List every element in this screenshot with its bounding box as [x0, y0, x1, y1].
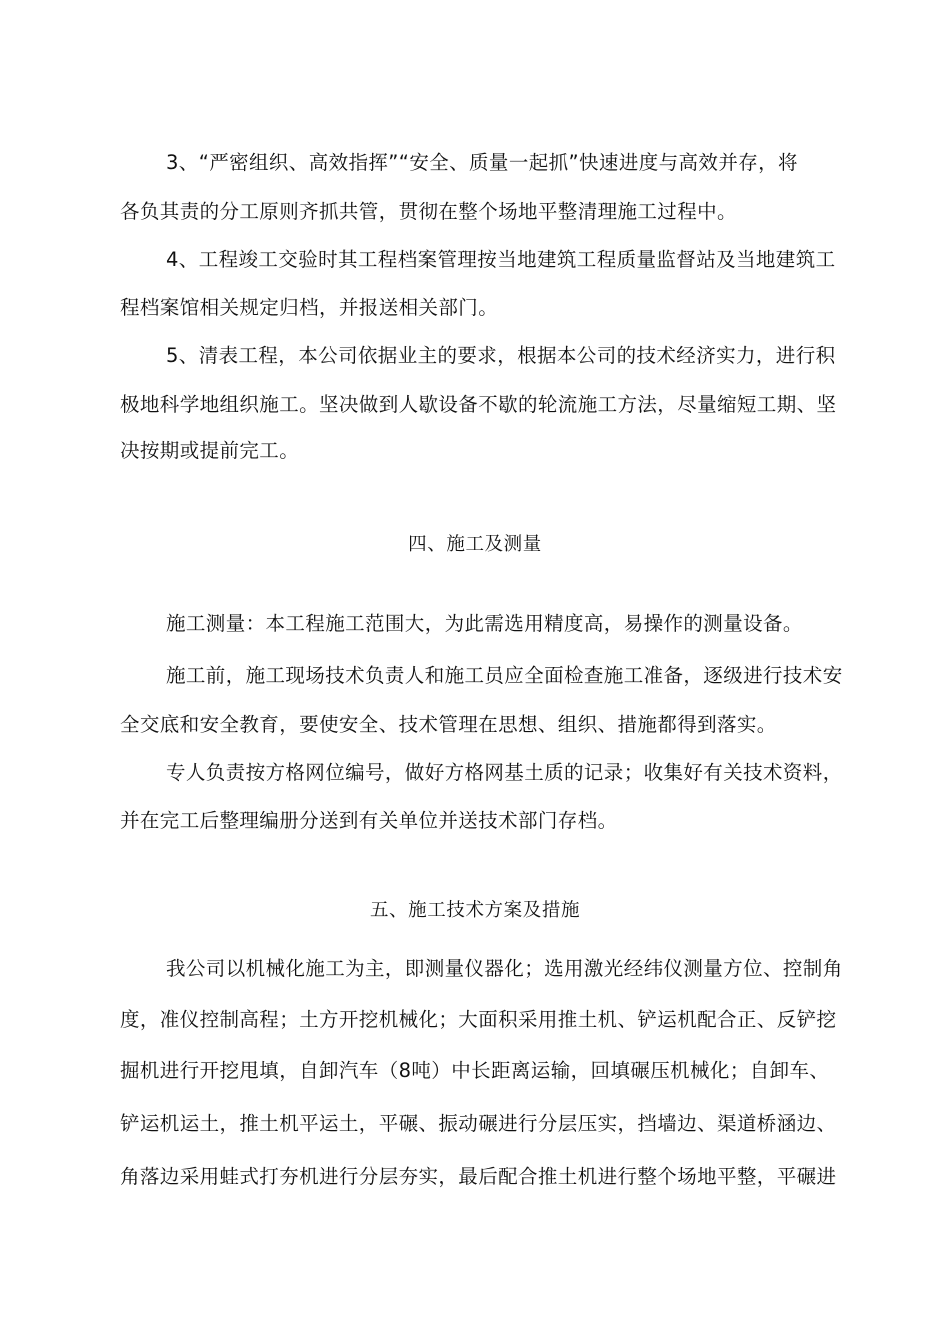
- grid-record-paragraph-line-2: 并在完工后整理编册分送到有关单位并送技术部门存档。: [120, 809, 618, 832]
- preparation-paragraph-line-2: 全交底和安全教育，要使安全、技术管理在思想、组织、措施都得到落实。: [120, 713, 777, 736]
- paragraph-3-line-1: 3、“严密组织、高效指挥”“安全、质量一起抓”快速进度与高效并存，将: [166, 151, 798, 174]
- preparation-paragraph-line-1: 施工前，施工现场技术负责人和施工员应全面检查施工准备，逐级进行技术安: [166, 664, 843, 687]
- technical-plan-line-2: 度，准仪控制高程；土方开挖机械化；大面积采用推土机、铲运机配合正、反铲挖: [120, 1008, 837, 1031]
- section-4-heading: 四、施工及测量: [408, 534, 542, 555]
- technical-plan-line-1: 我公司以机械化施工为主，即测量仪器化；选用激光经纬仪测量方位、控制角: [166, 957, 843, 980]
- paragraph-5-line-2: 极地科学地组织施工。坚决做到人歇设备不歇的轮流施工方法，尽量缩短工期、坚: [120, 393, 837, 416]
- survey-paragraph-line-1: 施工测量：本工程施工范围大，为此需选用精度高，易操作的测量设备。: [166, 612, 803, 635]
- section-5-heading: 五、施工技术方案及措施: [369, 900, 581, 921]
- paragraph-5-line-1: 5、清表工程，本公司依据业主的要求，根据本公司的技术经济实力，进行积: [166, 344, 836, 367]
- paragraph-5-line-3: 决按期或提前完工。: [120, 439, 300, 462]
- paragraph-4-line-2: 程档案馆相关规定归档，并报送相关部门。: [120, 296, 499, 319]
- paragraph-4-line-1: 4、工程竣工交验时其工程档案管理按当地建筑工程质量监督站及当地建筑工: [166, 248, 836, 271]
- technical-plan-line-3: 掘机进行开挖甩填，自卸汽车（8吨）中长距离运输，回填碾压机械化；自卸车、: [120, 1059, 830, 1082]
- technical-plan-line-4: 铲运机运土，推土机平运土，平碾、振动碾进行分层压实，挡墙边、渠道桥涵边、: [120, 1112, 837, 1135]
- grid-record-paragraph-line-1: 专人负责按方格网位编号，做好方格网基土质的记录；收集好有关技术资料，: [166, 761, 843, 784]
- technical-plan-line-5: 角落边采用蛙式打夯机进行分层夯实，最后配合推土机进行整个场地平整，平碾进: [120, 1165, 837, 1188]
- paragraph-3-line-2: 各负其责的分工原则齐抓共管，贯彻在整个场地平整清理施工过程中。: [120, 200, 737, 223]
